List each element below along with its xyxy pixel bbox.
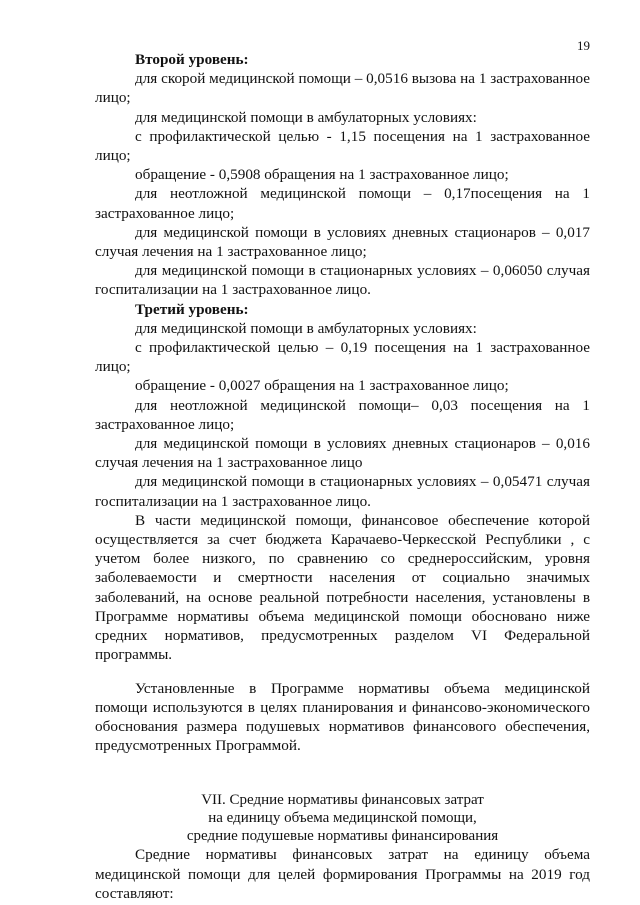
level-2-item: для медицинской помощи в стационарных условиях – 0,06050 случая госпитализации на 1 застрахованное лицо. [95,262,590,299]
level-3-item: для медицинской помощи в стационарных условиях – 0,05471 случая госпитализации на 1 застрахованное лицо. [95,473,590,510]
funding-paragraph: В части медицинской помощи, финансовое обеспечение которой осуществляется за счет бюджета Карачаево-Черкесской Республики , с учетом более низкого, по сравнению со среднероссийским, уровня заболеваемости и смертности населения от социально значимых заболеваний, на основе реальной потребности населения, установлены в Программе нормативы объема медицинской помощи обосновано ниже средних нормативов, предусмотренных разделом VI Федеральной программы. [95,511,590,664]
section-7-heading-line: средние подушевые нормативы финансирования [186,828,499,845]
level-3-item: с профилактической целью – 0,19 посещения на 1 застрахованное лицо; [95,339,590,376]
level-2-item: обращение - 0,5908 обращения на 1 застрахованное лицо; [135,166,509,184]
level-2-item: для медицинской помощи в условиях дневных стационаров – 0,017 случая лечения на 1 застрахованное лицо; [95,223,590,261]
section-7-heading [95,791,590,845]
norms-usage-paragraph: Установленные в Программе нормативы объема медицинской помощи используются в целях планирования и финансово-экономического обоснования размера подушевых нормативов финансового обеспечения, предусмотренных Программой. [95,679,590,755]
level-2-item: для скорой медицинской помощи – 0,0516 вызова на 1 застрахованное лицо; [95,70,590,107]
level-3-item: для медицинской помощи в условиях дневных стационаров – 0,016 случая лечения на 1 застрахованное лицо [95,435,590,472]
level-2-heading: Второй уровень: [135,51,249,68]
document-body [95,50,590,903]
level-3-heading: Третий уровень: [135,300,249,318]
closing-paragraph: Средние нормативы финансовых затрат на единицу объема медицинской помощи для целей формирования Программы на 2019 год составляют: [95,846,590,902]
level-3-item: обращение - 0,0027 обращения на 1 застрахованное лицо; [135,377,509,395]
level-3-item: для неотложной медицинской помощи– 0,03 посещения на 1 застрахованное лицо; [95,396,590,433]
level-2-item: с профилактической целью - 1,15 посещения на 1 застрахованное лицо; [95,127,590,165]
page-number: 19 [577,38,590,53]
level-2-item: для неотложной медицинской помощи – 0,17посещения на 1 застрахованное лицо; [95,185,590,222]
section-7-heading-line: VII. Средние нормативы финансовых затрат [201,792,484,809]
section-7-heading-line: на единицу объема медицинской помощи, [208,810,477,827]
level-3-item: для медицинской помощи в амбулаторных условиях: [135,319,477,337]
level-2-item: для медицинской помощи в амбулаторных условиях: [135,108,477,126]
